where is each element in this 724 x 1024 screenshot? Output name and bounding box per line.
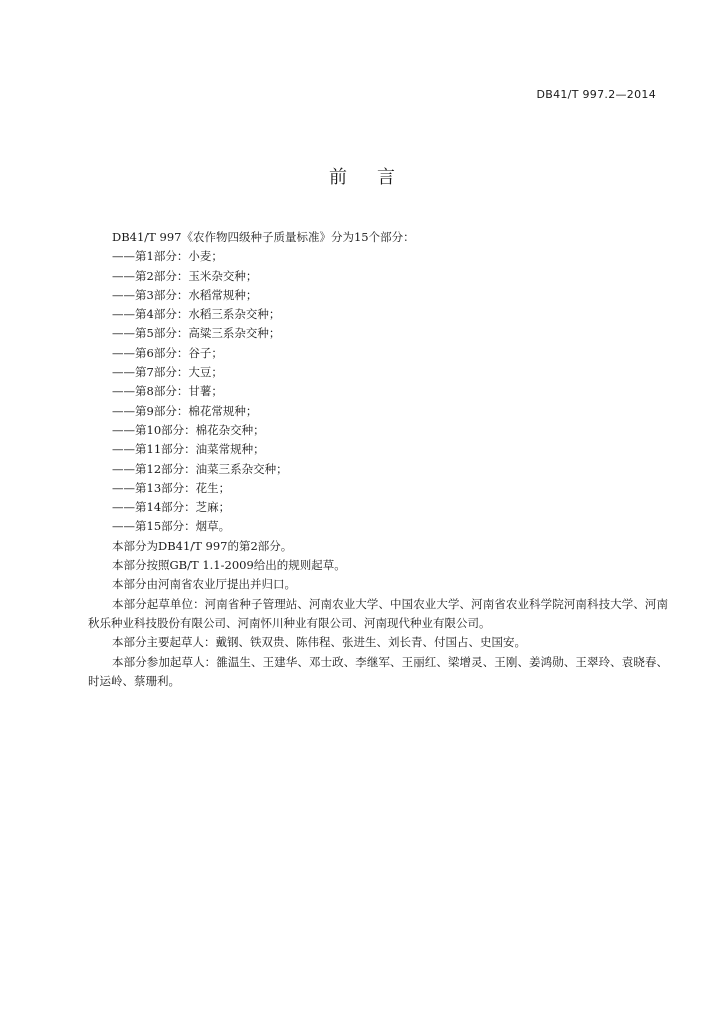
part-item-2: ——第2部分：玉米杂交种；: [112, 268, 258, 283]
document-number: DB41/T 997.2—2014: [536, 88, 656, 101]
intro-line: DB41/T 997《农作物四级种子质量标准》分为15个部分：: [112, 230, 415, 244]
proposed-by-statement: 本部分由河南省农业厅提出并归口。: [112, 577, 296, 592]
main-drafters-paragraph: 本部分主要起草人：戴钢、铁双贵、陈伟程、张进生、刘长青、付国占、史国安。: [112, 635, 526, 650]
part-of-statement: 本部分为DB41/T 997的第2部分。: [112, 538, 293, 553]
part-item-5: ——第5部分：高粱三系杂交种；: [112, 326, 281, 341]
drafting-rule-statement: 本部分按照GB/T 1.1-2009给出的规则起草。: [112, 558, 346, 573]
part-item-3: ——第3部分：水稻常规种；: [112, 287, 258, 302]
part-item-14: ——第14部分：芝麻；: [112, 500, 231, 515]
part-item-11: ——第11部分：油菜常规种；: [112, 442, 265, 457]
part-item-8: ——第8部分：甘薯；: [112, 384, 223, 399]
page-title: 前言: [329, 167, 425, 188]
part-item-15: ——第15部分：烟草。: [112, 519, 231, 534]
part-item-12: ——第12部分：油菜三系杂交种；: [112, 461, 288, 476]
drafting-units-paragraph: 本部分起草单位：河南省种子管理站、河南农业大学、中国农业大学、河南省农业科学院河南科技大学、河南秋乐种业科技股份有限公司、河南怀川种业有限公司、河南现代种业有限公司。: [88, 596, 668, 630]
part-item-7: ——第7部分：大豆；: [112, 365, 223, 380]
participating-drafters-paragraph: 本部分参加起草人：雒温生、王建华、邓士政、李继军、王丽红、梁增灵、王刚、姜鸿勋、王翠玲、袁晓春、时运岭、蔡珊利。: [88, 654, 668, 688]
foreword-body: [88, 228, 668, 691]
part-item-4: ——第4部分：水稻三系杂交种；: [112, 307, 281, 322]
part-item-13: ——第13部分：花生；: [112, 480, 231, 495]
part-item-6: ——第6部分：谷子；: [112, 345, 223, 360]
part-item-9: ——第9部分：棉花常规种；: [112, 403, 258, 418]
part-item-10: ——第10部分：棉花杂交种；: [112, 422, 265, 437]
part-item-1: ——第1部分：小麦；: [112, 249, 223, 264]
